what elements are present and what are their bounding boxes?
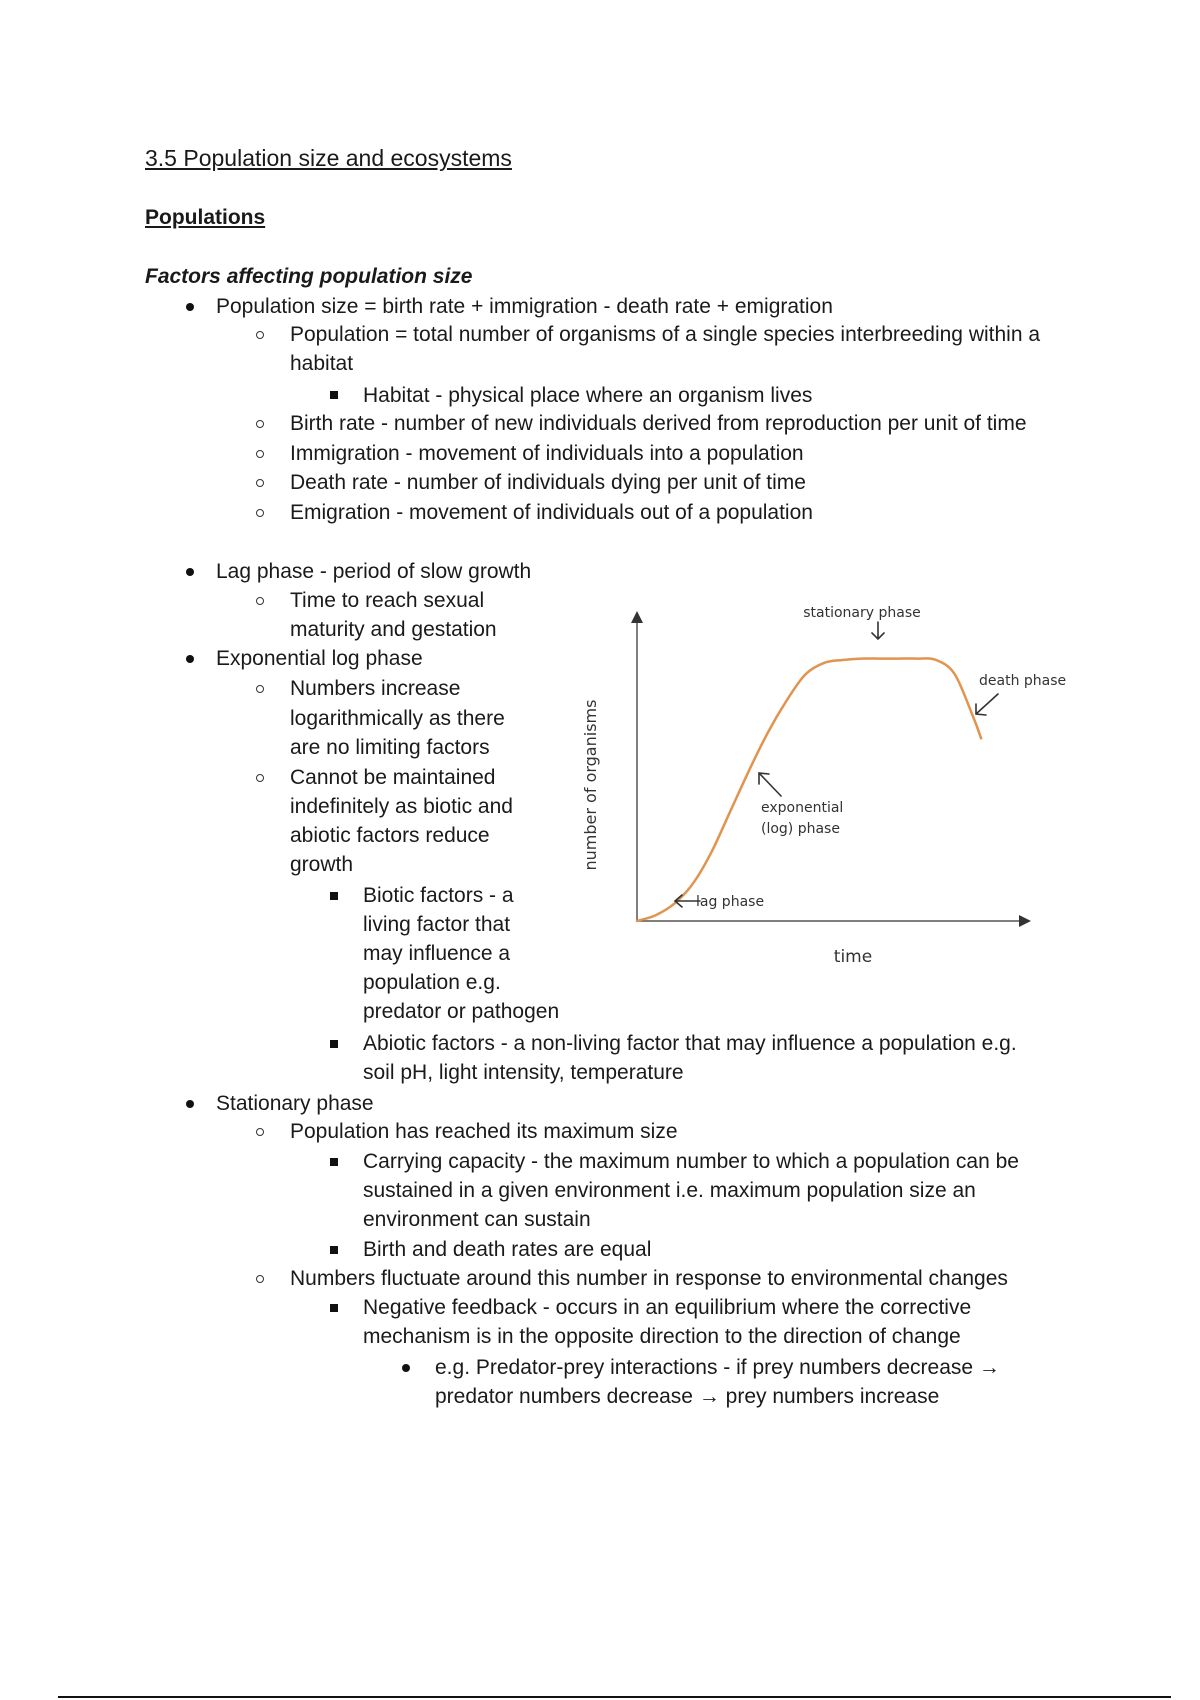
list-item-continuation: predator numbers decrease → prey numbers increase xyxy=(435,1385,940,1408)
bullet-icon xyxy=(402,1364,410,1372)
hollow-bullet-icon xyxy=(256,420,264,428)
square-bullet-icon xyxy=(330,1304,338,1312)
square-bullet-icon xyxy=(330,1158,338,1166)
list-item: Time to reach sexual xyxy=(290,589,485,612)
footer-divider xyxy=(58,1696,1171,1698)
list-item-continuation: abiotic factors reduce xyxy=(290,824,490,847)
bullet-icon xyxy=(186,303,194,311)
list-item-continuation: sustained in a given environment i.e. maximum population size an xyxy=(363,1179,976,1202)
hollow-bullet-icon xyxy=(256,1128,264,1136)
list-item-continuation: soil pH, light intensity, temperature xyxy=(363,1061,684,1084)
list-item-continuation: maturity and gestation xyxy=(290,618,497,641)
page-title: 3.5 Population size and ecosystems xyxy=(145,145,512,171)
list-item: Emigration - movement of individuals out of a population xyxy=(290,501,813,524)
list-item-continuation: environment can sustain xyxy=(363,1208,591,1231)
bullet-icon xyxy=(186,568,194,576)
list-item: Cannot be maintained xyxy=(290,766,496,789)
hollow-bullet-icon xyxy=(256,597,264,605)
x-axis-label: time xyxy=(833,947,873,967)
list-item: Birth rate - number of new individuals derived from reproduction per unit of time xyxy=(290,412,1027,435)
list-item-continuation: living factor that xyxy=(363,913,511,936)
subsection-heading: Factors affecting population size xyxy=(145,265,473,288)
list-item: Abiotic factors - a non-living factor that may influence a population e.g. xyxy=(363,1032,1017,1055)
list-item-continuation: may influence a xyxy=(363,942,511,965)
annotation-log-phase: (log) phase xyxy=(761,821,840,837)
list-item: Stationary phase xyxy=(216,1092,374,1115)
annotation-stationary-phase: stationary phase xyxy=(803,605,921,621)
list-item: Numbers increase xyxy=(290,677,461,700)
list-item: Lag phase - period of slow growth xyxy=(216,560,532,583)
list-item-continuation: predator or pathogen xyxy=(363,1000,560,1023)
list-item-continuation: growth xyxy=(290,853,354,876)
y-axis-label: number of organisms xyxy=(581,699,600,871)
list-item: Numbers fluctuate around this number in response to environmental changes xyxy=(290,1267,1008,1290)
hollow-bullet-icon xyxy=(256,685,264,693)
list-item: e.g. Predator-prey interactions - if prey numbers decrease → xyxy=(435,1356,1000,1379)
hollow-bullet-icon xyxy=(256,1275,264,1283)
list-item: Exponential log phase xyxy=(216,647,423,670)
arrow-icon xyxy=(976,694,998,715)
square-bullet-icon xyxy=(330,391,338,399)
list-item: Population = total number of organisms of a single species interbreeding within a xyxy=(290,323,1041,346)
list-item: Birth and death rates are equal xyxy=(363,1238,652,1261)
annotation-lag-phase: lag phase xyxy=(696,894,765,910)
hollow-bullet-icon xyxy=(256,479,264,487)
list-item: Habitat - physical place where an organism lives xyxy=(363,384,813,407)
list-item-continuation: logarithmically as there xyxy=(290,707,505,730)
list-item: Population size = birth rate + immigration - death rate + emigration xyxy=(216,295,833,318)
list-item-continuation: are no limiting factors xyxy=(290,736,490,759)
annotation-exponential: exponential xyxy=(761,800,844,816)
bullet-icon xyxy=(186,1100,194,1108)
hollow-bullet-icon xyxy=(256,331,264,339)
list-item: Negative feedback - occurs in an equilibrium where the corrective xyxy=(363,1296,972,1319)
square-bullet-icon xyxy=(330,892,338,900)
bullet-icon xyxy=(186,655,194,663)
list-item: Biotic factors - a xyxy=(363,884,514,907)
list-item: Population has reached its maximum size xyxy=(290,1120,678,1143)
hollow-bullet-icon xyxy=(256,774,264,782)
growth-curve-line xyxy=(637,658,981,921)
annotation-death-phase: death phase xyxy=(979,673,1067,689)
list-item-continuation: population e.g. xyxy=(363,971,501,994)
hollow-bullet-icon xyxy=(256,450,264,458)
list-item-continuation: mechanism is in the opposite direction to the direction of change xyxy=(363,1325,961,1348)
section-heading: Populations xyxy=(145,206,266,229)
population-growth-chart xyxy=(570,590,1090,990)
list-item: Immigration - movement of individuals into a population xyxy=(290,442,804,465)
square-bullet-icon xyxy=(330,1246,338,1254)
square-bullet-icon xyxy=(330,1040,338,1048)
list-item: Carrying capacity - the maximum number to which a population can be xyxy=(363,1150,1019,1173)
list-item-continuation: indefinitely as biotic and xyxy=(290,795,513,818)
hollow-bullet-icon xyxy=(256,509,264,517)
list-item: Death rate - number of individuals dying per unit of time xyxy=(290,471,806,494)
arrow-down-icon xyxy=(872,622,884,639)
list-item-continuation: habitat xyxy=(290,352,354,375)
arrow-icon xyxy=(759,773,781,796)
